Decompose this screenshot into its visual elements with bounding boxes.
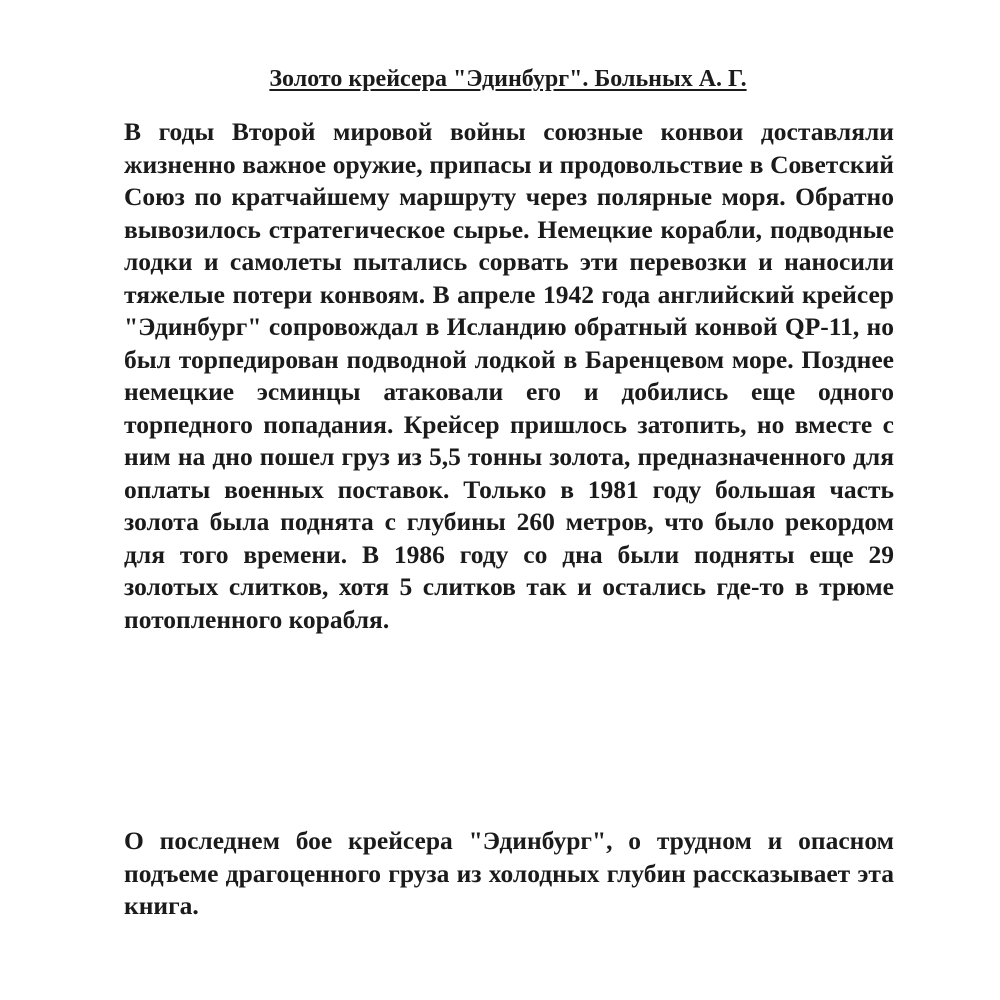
paragraph-closing: О последнем бое крейсера "Эдинбург", о трудном и опасном подъеме драгоценного груза из холодных глубин рассказывает эта книга. <box>124 826 894 920</box>
paragraph-main: В годы Второй мировой войны союзные конвои доставляли жизненно важное оружие, припасы и продовольствие в Советский Союз по кратчайшему маршруту через полярные моря. Обратно вывозилось стратегическое сырье. Немецкие корабли, подводные лодки и самолеты пытались сорвать эти перевозки и наносили тяжелые потери конвоям. В апреле 1942 года английский крейсер "Эдинбург" сопровождал в Исландию обратный конвой QP-11, но был торпедирован подводной лодкой в Баренцевом море. Позднее немецкие эсминцы атаковали его и добились еще одного торпедного попадания. Крейсер пришлось затопить, но вместе с ним на дно пошел груз из 5,5 тонны золота, предназначенного для оплаты военных поставок. Только в 1981 году большая часть золота была поднята с глубины 260 метров, что было рекордом для того времени. В 1986 году со дна были подняты еще 29 золотых слитков, хотя 5 слитков так и остались где-то в трюме потопленного корабля. <box>124 117 894 634</box>
document-title-text: Золото крейсера "Эдинбург". Больных А. Г. <box>269 66 747 92</box>
document-title <box>0 64 1000 94</box>
